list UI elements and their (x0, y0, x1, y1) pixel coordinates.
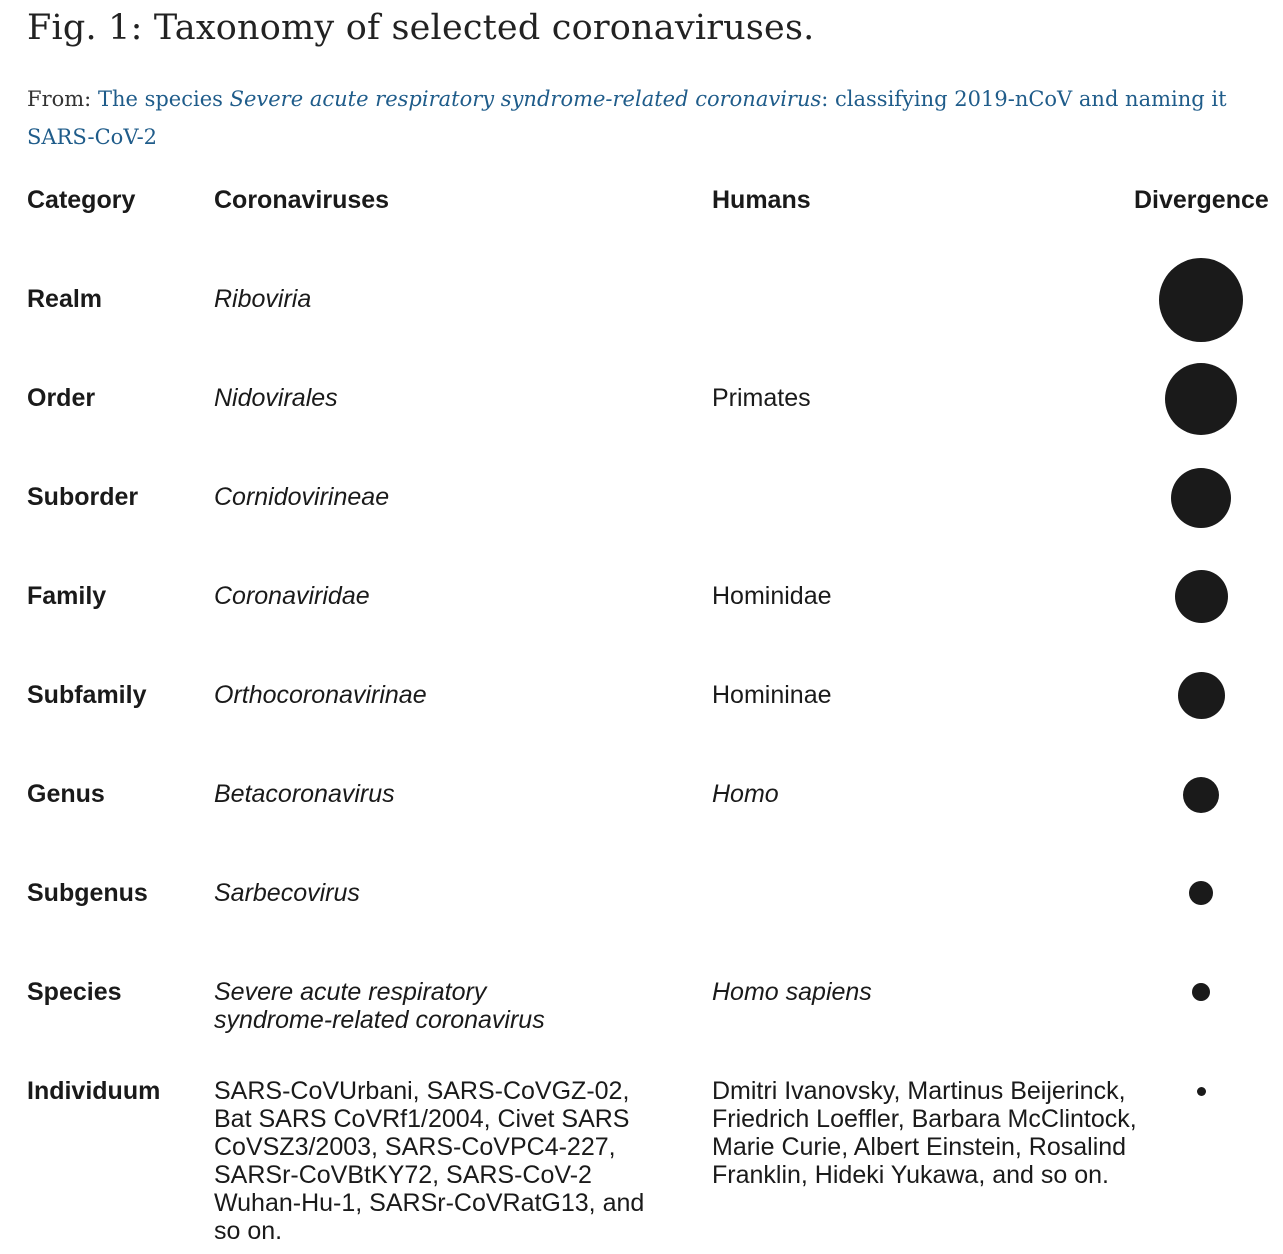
row-coronavirus-realm: Riboviria (214, 285, 312, 313)
from-label: From: (27, 87, 92, 111)
divergence-dot (1171, 468, 1231, 528)
row-category-genus: Genus (27, 780, 105, 808)
divergence-dot (1189, 881, 1213, 905)
divergence-dot (1175, 570, 1228, 623)
row-coronavirus-order: Nidovirales (214, 384, 338, 412)
figure-title: Fig. 1: Taxonomy of selected coronaviruses. (27, 8, 815, 48)
divergence-dot (1159, 258, 1243, 342)
row-coronavirus-species: Severe acute respiratory syndrome-related coronavirus (214, 978, 545, 1034)
row-category-family: Family (27, 582, 107, 610)
row-category-realm: Realm (27, 285, 103, 313)
row-human-species: Homo sapiens (712, 978, 872, 1006)
row-human-genus: Homo (712, 780, 779, 808)
divergence-dot (1183, 777, 1219, 813)
figure-source (27, 80, 1262, 156)
divergence-dot (1197, 1087, 1206, 1096)
row-human-order: Primates (712, 384, 811, 412)
row-coronavirus-suborder: Cornidovirineae (214, 483, 390, 511)
row-coronavirus-subfamily: Orthocoronavirinae (214, 681, 427, 709)
row-coronavirus-genus: Betacoronavirus (214, 780, 395, 808)
source-link-post: : classifying 2019-nCoV and naming it SARS-CoV-2 (27, 87, 1227, 149)
row-category-order: Order (27, 384, 96, 412)
row-coronavirus-individuum: SARS-CoVUrbani, SARS-CoVGZ-02, Bat SARS CoVRf1/2004, Civet SARS CoVSZ3/2003, SARS-CoVPC4-227, SARSr-CoVBtKY72, SARS-CoV-2 Wuhan-Hu-1, SARSr-CoVRatG13, and so on. (214, 1077, 645, 1245)
row-category-suborder: Suborder (27, 483, 139, 511)
row-category-subgenus: Subgenus (27, 879, 148, 907)
row-human-individuum: Dmitri Ivanovsky, Martinus Beijerinck, Friedrich Loeffler, Barbara McClintock, Marie Curie, Albert Einstein, Rosalind Franklin, Hideki Yukawa, and so on. (712, 1077, 1137, 1189)
row-human-family: Hominidae (712, 582, 832, 610)
divergence-dot (1165, 363, 1237, 435)
source-article-link[interactable] (27, 87, 1227, 149)
divergence-dot (1178, 672, 1225, 719)
row-category-subfamily: Subfamily (27, 681, 147, 709)
row-human-subfamily: Homininae (712, 681, 832, 709)
divergence-dot (1192, 983, 1210, 1001)
row-category-individuum: Individuum (27, 1077, 161, 1105)
header-coronaviruses: Coronaviruses (214, 186, 390, 214)
row-coronavirus-family: Coronaviridae (214, 582, 370, 610)
header-divergence: Divergence (1134, 186, 1269, 214)
header-category: Category (27, 186, 136, 214)
source-link-em: Severe acute respiratory syndrome-related coronavirus (229, 87, 822, 111)
header-humans: Humans (712, 186, 811, 214)
row-coronavirus-subgenus: Sarbecovirus (214, 879, 360, 907)
row-category-species: Species (27, 978, 122, 1006)
source-link-pre: The species (97, 87, 230, 111)
